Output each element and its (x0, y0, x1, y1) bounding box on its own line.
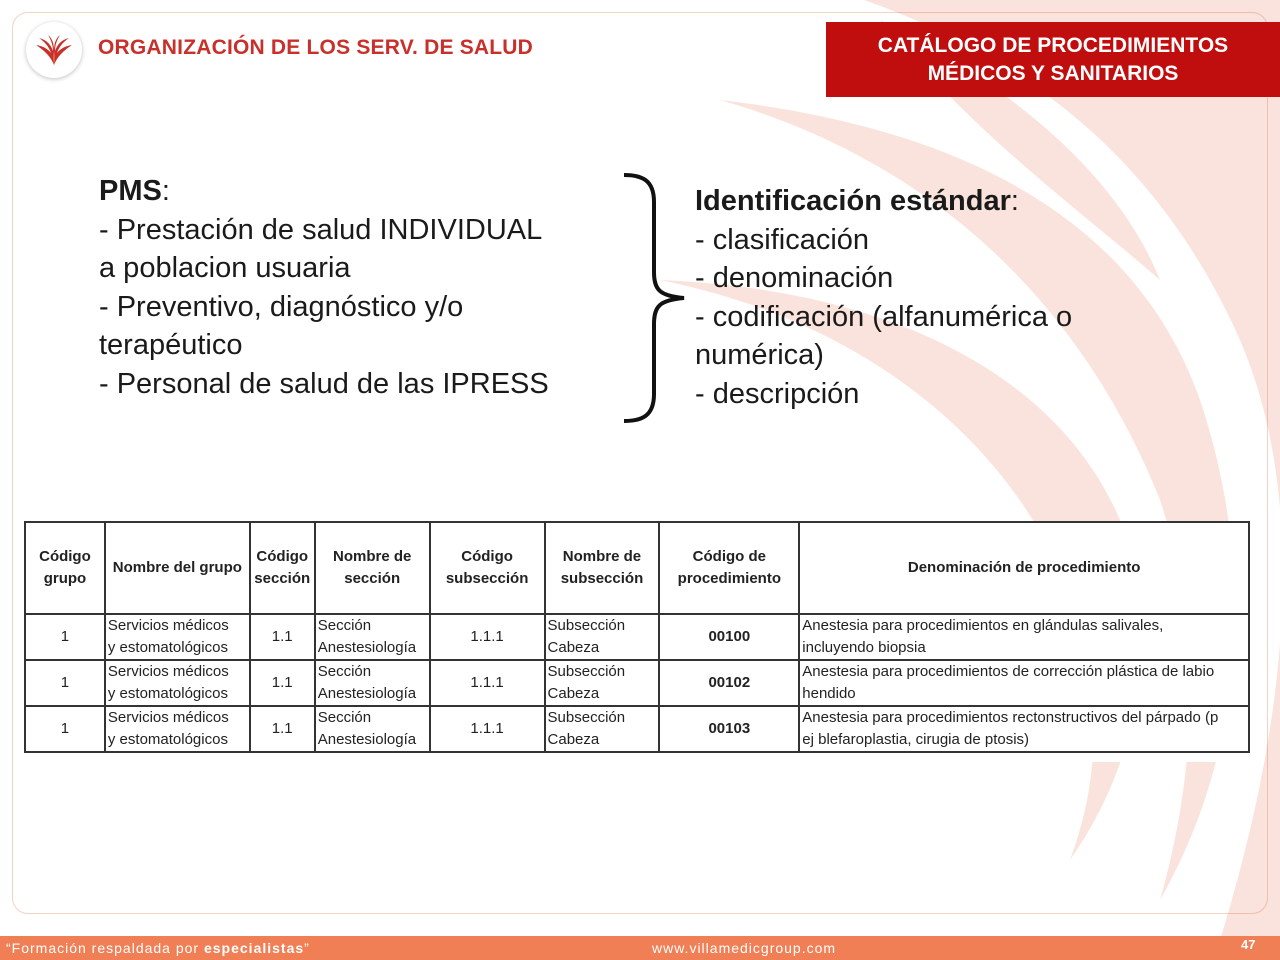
cell-codigo-seccion: 1.1 (250, 706, 315, 752)
org-title: ORGANIZACIÓN DE LOS SERV. DE SALUD (98, 36, 534, 59)
cell-nombre-grupo: Servicios médicos y estomatológicos (105, 660, 250, 706)
header-codigo-seccion: Código sección (250, 522, 315, 614)
cell-nombre-seccion: Sección Anestesiología (315, 706, 430, 752)
cell-codigo-procedimiento: 00103 (659, 706, 799, 752)
cell-codigo-grupo: 1 (25, 706, 105, 752)
identificacion-line: - denominación (695, 262, 894, 294)
page-number: 47 (1241, 937, 1256, 952)
cell-codigo-subseccion: 1.1.1 (430, 614, 545, 660)
cell-denominacion: Anestesia para procedimientos en glándulas salivales, incluyendo biopsia (799, 614, 1249, 660)
identificacion-line: numérica) (695, 339, 824, 371)
cell-codigo-procedimiento: 00102 (659, 660, 799, 706)
table-row (25, 706, 1249, 752)
identificacion-colon: : (1010, 185, 1019, 217)
pms-heading: PMS (99, 175, 162, 207)
footer-bar (0, 936, 1280, 960)
slide-title-box (826, 22, 1280, 97)
cell-codigo-grupo: 1 (25, 614, 105, 660)
footer-slogan (6, 940, 310, 956)
cell-codigo-subseccion: 1.1.1 (430, 706, 545, 752)
identificacion-block (695, 182, 1072, 413)
header-nombre-grupo: Nombre del grupo (105, 522, 250, 614)
cell-denominacion: Anestesia para procedimientos rectonstructivos del párpado (p ej blefaroplastia, cirugia de ptosis) (799, 706, 1249, 752)
cell-codigo-seccion: 1.1 (250, 660, 315, 706)
identificacion-line: - codificación (alfanumérica o (695, 300, 1073, 333)
header-nombre-subseccion: Nombre de subsección (545, 522, 660, 614)
right-curly-brace-icon (620, 172, 690, 424)
header-nombre-seccion: Nombre de sección (315, 522, 430, 614)
cell-codigo-procedimiento: 00100 (659, 614, 799, 660)
slide-frame (12, 12, 1268, 914)
table-header-row (25, 522, 1249, 614)
cell-nombre-seccion: Sección Anestesiología (315, 614, 430, 660)
slide-title-line2: MÉDICOS Y SANITARIOS (927, 61, 1179, 85)
header-codigo-grupo: Código grupo (25, 522, 105, 614)
pms-block (99, 172, 549, 403)
procedures-table (24, 521, 1250, 753)
procedures-table-image (24, 521, 1252, 762)
phoenix-logo-icon (31, 27, 77, 73)
table-row (25, 614, 1249, 660)
footer-website-link[interactable]: www.villamedicgroup.com (652, 940, 837, 956)
pms-colon: : (161, 175, 170, 207)
header-codigo-subseccion: Código subsección (430, 522, 545, 614)
pms-heading-line (99, 172, 549, 211)
identificacion-line: - clasificación (695, 223, 870, 256)
identificacion-heading-line (695, 182, 1072, 221)
cell-nombre-grupo: Servicios médicos y estomatológicos (105, 706, 250, 752)
cell-codigo-subseccion: 1.1.1 (430, 660, 545, 706)
slogan-text: “Formación respaldada por (6, 940, 204, 956)
cell-nombre-subseccion: Subsección Cabeza (545, 660, 660, 706)
slide-title-line1: CATÁLOGO DE PROCEDIMIENTOS (877, 33, 1229, 57)
cell-nombre-subseccion: Subsección Cabeza (545, 706, 660, 752)
pms-line: terapéutico (99, 329, 243, 361)
cell-nombre-subseccion: Subsección Cabeza (545, 614, 660, 660)
pms-line: - Preventivo, diagnóstico y/o (99, 290, 464, 323)
pms-line: a poblacion usuaria (99, 252, 351, 284)
slogan-bold: especialistas (203, 940, 305, 956)
cell-codigo-seccion: 1.1 (250, 614, 315, 660)
cell-denominacion: Anestesia para procedimientos de corrección plástica de labio hendido (799, 660, 1249, 706)
pms-line: - Prestación de salud INDIVIDUAL (99, 213, 543, 246)
phoenix-logo (26, 22, 82, 78)
identificacion-heading: Identificación estándar (695, 185, 1011, 217)
cell-nombre-seccion: Sección Anestesiología (315, 660, 430, 706)
slogan-close-quote: ” (304, 940, 310, 956)
header-codigo-procedimiento: Código de procedimiento (659, 522, 799, 614)
cell-codigo-grupo: 1 (25, 660, 105, 706)
header-denominacion: Denominación de procedimiento (799, 522, 1249, 614)
table-row (25, 660, 1249, 706)
cell-nombre-grupo: Servicios médicos y estomatológicos (105, 614, 250, 660)
pms-line: - Personal de salud de las IPRESS (99, 367, 549, 400)
identificacion-line: - descripción (695, 377, 860, 410)
